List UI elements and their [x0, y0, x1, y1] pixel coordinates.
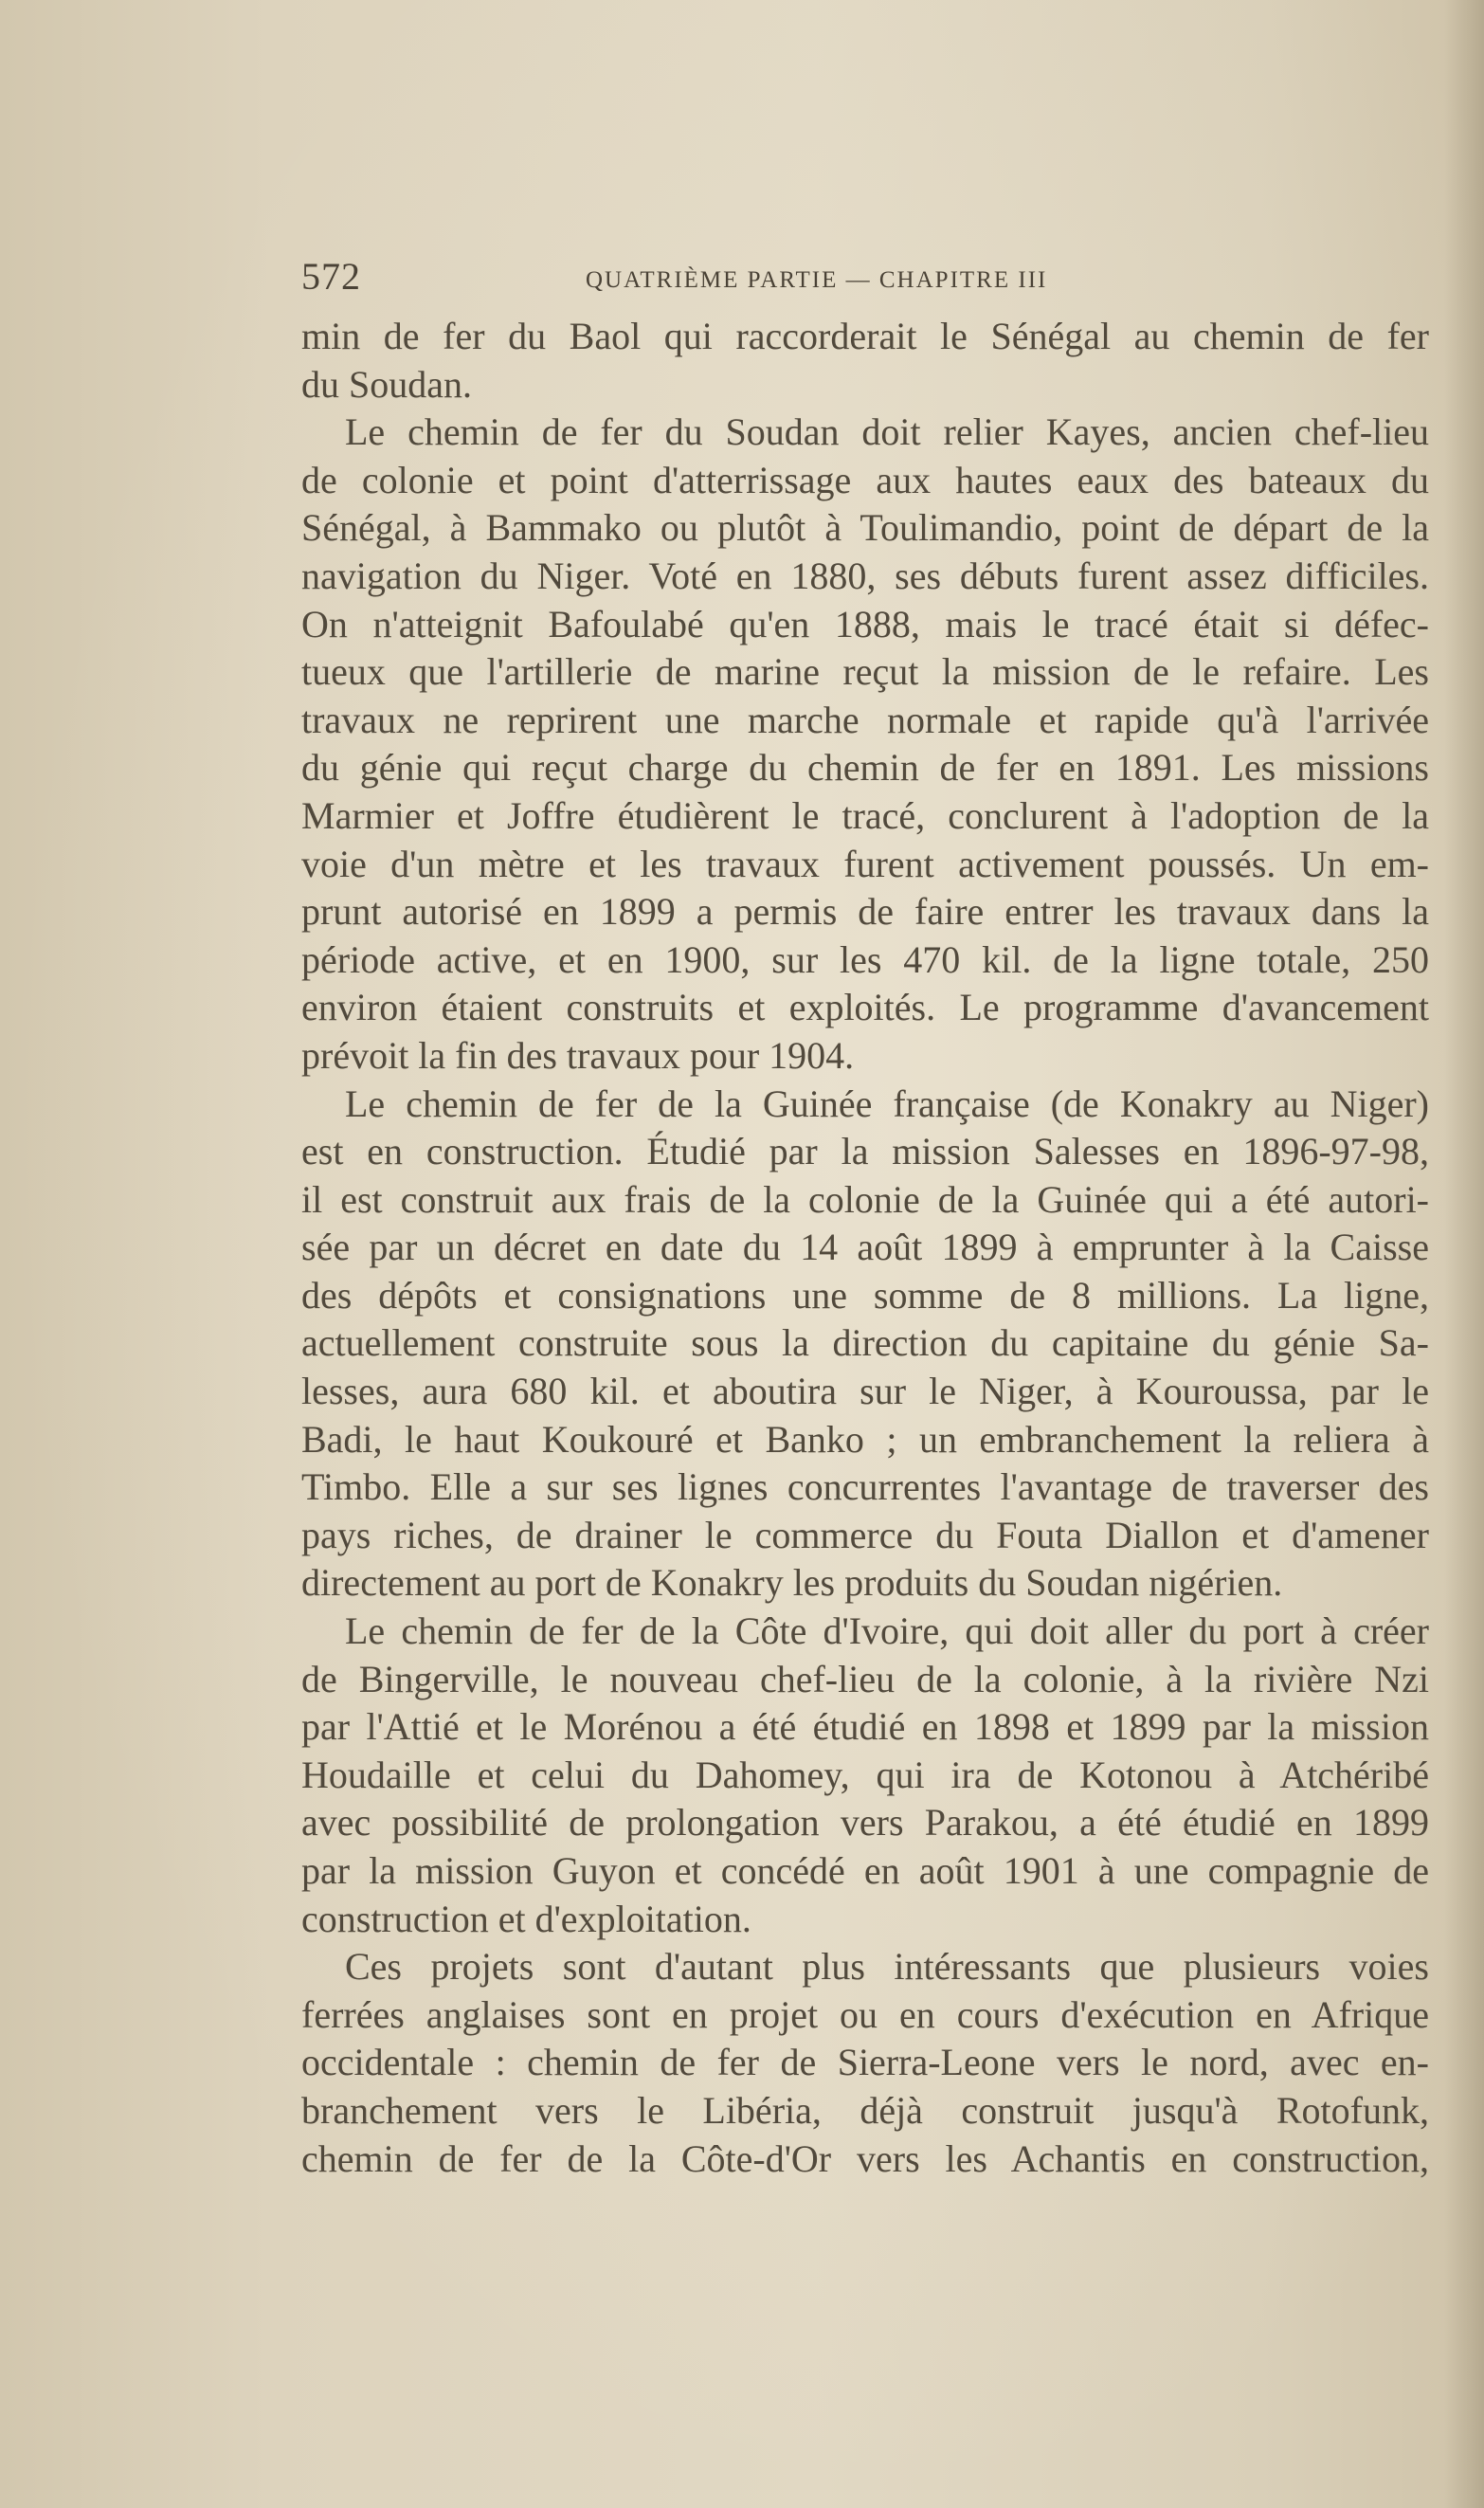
text-line: par la mission Guyon et concédé en août 1901 à une compagnie de [301, 1849, 1429, 1892]
text-line: navigation du Niger. Voté en 1880, ses débuts furent assez difficiles. [301, 554, 1429, 597]
text-line: tueux que l'artillerie de marine reçut la mission de le refaire. Les [301, 650, 1429, 694]
text-line: Timbo. Elle a sur ses lignes concurrentes l'avantage de traverser des [301, 1465, 1429, 1509]
page-header [301, 254, 1154, 301]
text-line: pays riches, de drainer le commerce du Fouta Diallon et d'amener [301, 1513, 1429, 1556]
text-line: Sénégal, à Bammako ou plutôt à Toulimandio, point de départ de la [301, 506, 1429, 550]
text-line: il est construit aux frais de la colonie de la Guinée qui a été autori- [301, 1177, 1429, 1221]
page-number: 572 [301, 255, 361, 298]
page-edge-shadow [1444, 0, 1484, 2508]
running-head: QUATRIÈME PARTIE — CHAPITRE III [586, 267, 1048, 293]
text-line: occidentale : chemin de fer de Sierra-Leone vers le nord, avec en- [301, 2041, 1429, 2084]
text-line: branchement vers le Libéria, déjà construit jusqu'à Rotofunk, [301, 2088, 1429, 2132]
text-line: prunt autorisé en 1899 a permis de faire entrer les travaux dans la [301, 890, 1429, 934]
text-line: On n'atteignit Bafoulabé qu'en 1888, mais le tracé était si défec- [301, 602, 1429, 645]
text-line: de colonie et point d'atterrissage aux hautes eaux des bateaux du [301, 458, 1429, 501]
text-line: de Bingerville, le nouveau chef-lieu de la colonie, à la rivière Nzi [301, 1657, 1429, 1700]
text-line: directement au port de Konakry les produits du Soudan nigérien. [301, 1561, 1283, 1605]
text-line: Le chemin de fer de la Guinée française (de Konakry au Niger) [345, 1081, 1429, 1125]
text-line: travaux ne reprirent une marche normale et rapide qu'à l'arrivée [301, 698, 1429, 741]
text-line: chemin de fer de la Côte-d'Or vers les Achantis en construction, [301, 2136, 1429, 2180]
text-line: Le chemin de fer de la Côte d'Ivoire, qui doit aller du port à créer [345, 1609, 1429, 1653]
body-text [301, 313, 1429, 2183]
text-line: voie d'un mètre et les travaux furent activement poussés. Un em- [301, 842, 1429, 885]
text-line: avec possibilité de prolongation vers Parakou, a été étudié en 1899 [301, 1801, 1429, 1845]
text-line: est en construction. Étudié par la mission Salesses en 1896-97-98, [301, 1130, 1429, 1173]
text-line: Badi, le haut Koukouré et Banko ; un embranchement la reliera à [301, 1417, 1429, 1461]
text-line: sée par un décret en date du 14 août 1899 à emprunter à la Caisse [301, 1226, 1429, 1269]
text-line: actuellement construite sous la direction du capitaine du génie Sa- [301, 1321, 1429, 1365]
text-line: environ étaient construits et exploités. Le programme d'avancement [301, 986, 1429, 1029]
text-line: par l'Attié et le Morénou a été étudié en 1898 et 1899 par la mission [301, 1705, 1429, 1749]
text-line: du Soudan. [301, 362, 472, 406]
text-line: Ces projets sont d'autant plus intéressants que plusieurs voies [345, 1945, 1429, 1989]
text-line: période active, et en 1900, sur les 470 kil. de la ligne totale, 250 [301, 937, 1429, 981]
text-line: Le chemin de fer du Soudan doit relier Kayes, ancien chef-lieu [345, 410, 1429, 454]
text-line: lesses, aura 680 kil. et aboutira sur le Niger, à Kouroussa, par le [301, 1370, 1429, 1413]
text-line: du génie qui reçut charge du chemin de fer en 1891. Les missions [301, 746, 1429, 790]
text-line: Marmier et Joffre étudièrent le tracé, conclurent à l'adoption de la [301, 793, 1429, 837]
text-line: des dépôts et consignations une somme de 8 millions. La ligne, [301, 1273, 1429, 1317]
text-line: construction et d'exploitation. [301, 1897, 751, 1940]
text-line: Houdaille et celui du Dahomey, qui ira de Kotonou à Atchéribé [301, 1753, 1429, 1796]
text-line: prévoit la fin des travaux pour 1904. [301, 1033, 855, 1077]
text-line: min de fer du Baol qui raccorderait le Sénégal au chemin de fer [301, 315, 1429, 357]
text-line: ferrées anglaises sont en projet ou en cours d'exécution en Afrique [301, 1992, 1429, 2036]
